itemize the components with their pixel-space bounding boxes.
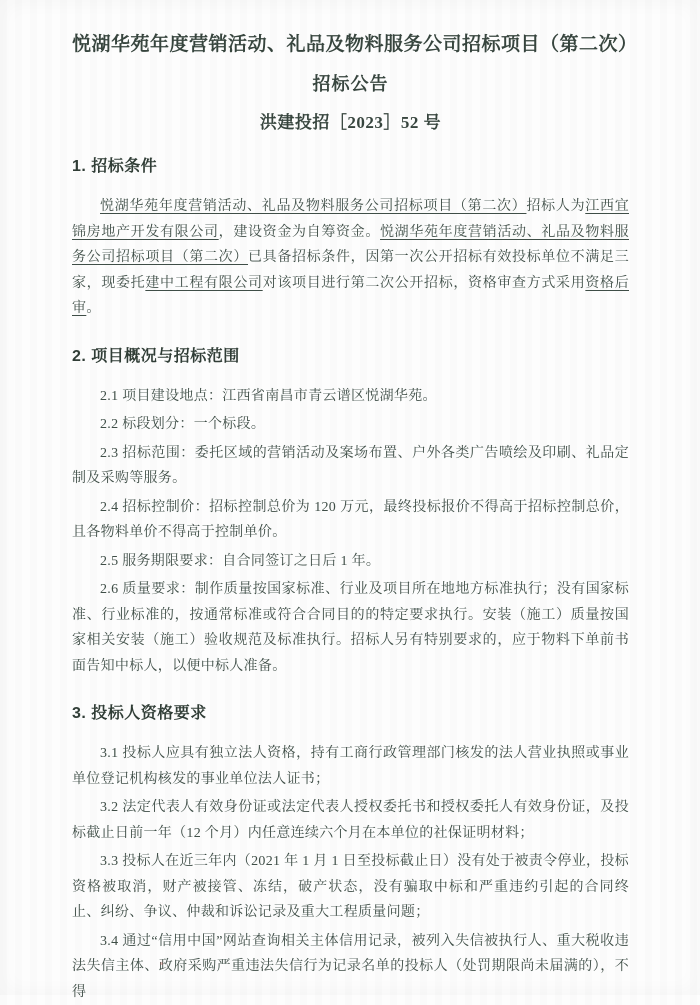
text-run: 2.4 招标控制价：招标控制总价为 120 万元，最终投标报价不得高于招标控制总价，且各物料单价不得高于控制单价。 [72, 500, 629, 541]
text-run: 3.4 通过“信用中国”网站查询相关主体信用记录，被列入失信被执行人、重大税收违法失信主体、政府采购严重违法失信行为记录名单的投标人（处罚期限尚未届满的），不得 [72, 934, 629, 1000]
section-1 [72, 158, 629, 322]
paragraph [72, 438, 629, 492]
text-run: 2.1 项目建设地点：江西省南昌市青云谱区悦湖华苑。 [100, 389, 437, 404]
section-2 [72, 348, 629, 680]
paragraph [72, 546, 629, 575]
paragraph [72, 176, 629, 322]
document-body [72, 158, 629, 1005]
text-run: 2.2 标段划分：一个标段。 [100, 417, 265, 432]
paragraph [72, 723, 629, 792]
paragraph [72, 574, 629, 679]
text-run: 3.2 法定代表人有效身份证或法定代表人授权委托书和授权委托人有效身份证，及投标截止日前一年（12 个月）内任意连续六个月在本单位的社保证明材料； [72, 800, 629, 841]
section-heading: 1. 招标条件 [72, 158, 629, 176]
paragraph [72, 492, 629, 546]
section-heading: 3. 投标人资格要求 [72, 705, 629, 723]
text-run: 2.6 质量要求：制作质量按国家标准、行业及项目所在地地方标准执行；没有国家标准、行业标准的，按通常标准或符合合同目的的特定要求执行。安装（施工）质量按国家相关安装（施工）验收规范及标准执行。招标人另有特别要求的，应于物料下单前书面告知中标人，以便中标人准备。 [72, 582, 629, 674]
document-subtitle: 招标公告 [72, 75, 629, 94]
paragraph [72, 409, 629, 438]
underlined-text: 资格后审 [72, 276, 629, 317]
underlined-text: 建中工程有限公司 [145, 276, 262, 291]
section-heading: 2. 项目概况与招标范围 [72, 348, 629, 366]
paragraph [72, 366, 629, 410]
text-run: 3.1 投标人应具有独立法人资格，持有工商行政管理部门核发的法人营业执照或事业单位登记机构核发的事业单位法人证书； [72, 746, 629, 787]
text-run: 2.5 服务期限要求：自合同签订之日后 1 年。 [100, 554, 380, 569]
text-run: 对该项目进行第二次公开招标，资格审查方式采用 [263, 276, 586, 291]
paragraph [72, 846, 629, 926]
scan-speck [160, 962, 163, 965]
text-run: ，建设资金为自筹资金。 [219, 225, 380, 240]
paragraph [72, 926, 629, 1005]
section-3 [72, 705, 629, 1005]
underlined-text: 悦湖华苑年度营销活动、礼品及物料服务公司招标项目（第二次） [72, 225, 629, 266]
text-run: 招标人为 [526, 199, 585, 214]
underlined-text: 悦湖华苑年度营销活动、礼品及物料服务公司招标项目（第二次） [100, 199, 526, 214]
text-run: 已具备招标条件，因第一次公开招标有效投标单位不满足三家，现委托 [72, 250, 629, 291]
text-run: 。 [86, 301, 100, 316]
paragraph [72, 792, 629, 846]
underlined-text: 江西宜锦房地产开发有限公司 [72, 199, 629, 240]
text-run: 2.3 招标范围：委托区域的营销活动及案场布置、户外各类广告喷绘及印刷、礼品定制及采购等服务。 [72, 446, 629, 487]
document-number: 洪建投招［2023］52 号 [72, 114, 629, 132]
text-run: 3.3 投标人在近三年内（2021 年 1 月 1 日至投标截止日）没有处于被责令停业，投标资格被取消，财产被接管、冻结，破产状态，没有骗取中标和严重违约引起的合同终止、纠纷、争议、仲裁和诉讼记录及重大工程质量问题； [72, 854, 629, 920]
document-title: 悦湖华苑年度营销活动、礼品及物料服务公司招标项目（第二次） [72, 34, 629, 55]
